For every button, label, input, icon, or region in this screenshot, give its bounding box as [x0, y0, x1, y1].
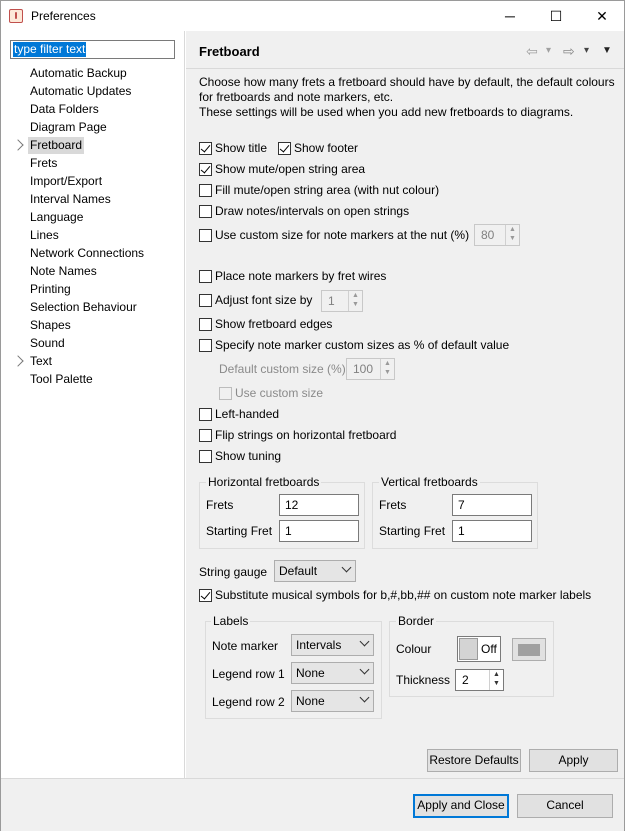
adjust-font-value: 1 — [328, 294, 335, 308]
show-footer-label: Show footer — [294, 141, 359, 155]
restore-defaults-button[interactable]: Restore Defaults — [427, 749, 521, 772]
sidebar-item-automatic-backup[interactable]: Automatic Backup — [30, 66, 127, 80]
sidebar-item-sound[interactable]: Sound — [30, 336, 65, 350]
show-footer-checkbox[interactable] — [278, 142, 291, 155]
substitute-symbols-label: Substitute musical symbols for b,#,bb,## on custom note marker labels — [215, 588, 592, 602]
description-line-3: These settings will be used when you add new fretboards to diagrams. — [199, 105, 574, 119]
draw-notes-label: Draw notes/intervals on open strings — [215, 204, 410, 218]
sidebar-item-lines[interactable]: Lines — [30, 228, 59, 242]
labels-group-title: Labels — [213, 614, 249, 628]
border-thickness-label: Thickness — [396, 673, 451, 687]
default-custom-size-label: Default custom size (%) — [219, 362, 346, 376]
default-custom-size-spinner[interactable] — [346, 358, 395, 380]
legend-row-1-value: None — [296, 666, 325, 680]
horizontal-frets-label: Frets — [206, 498, 234, 512]
sidebar-item-data-folders[interactable]: Data Folders — [30, 102, 99, 116]
forward-arrow-icon[interactable]: ⇨ — [563, 43, 575, 59]
show-mute-checkbox[interactable] — [199, 163, 212, 176]
sidebar-item-fretboard[interactable]: Fretboard — [30, 138, 83, 152]
substitute-symbols-checkbox[interactable] — [199, 589, 212, 602]
preference-page — [186, 31, 624, 778]
expand-fretboard-icon[interactable] — [12, 139, 23, 150]
toggle-knob — [459, 638, 478, 660]
horizontal-fretboards-title: Horizontal fretboards — [208, 475, 320, 489]
legend-row-2-select[interactable] — [291, 690, 374, 712]
border-toggle-state: Off — [481, 642, 497, 656]
string-gauge-label: String gauge — [199, 565, 268, 579]
custom-size-nut-value: 80 — [481, 228, 495, 242]
spinner-arrows-icon[interactable] — [505, 225, 519, 245]
view-menu-icon[interactable]: ▼ — [602, 45, 612, 56]
chevron-down-icon — [360, 665, 370, 675]
description-line-2: for fretboards and note markers, etc. — [199, 90, 394, 104]
custom-size-nut-checkbox[interactable] — [199, 229, 212, 242]
vertical-frets-input[interactable]: 7 — [452, 494, 532, 516]
horizontal-start-input[interactable]: 1 — [279, 520, 359, 542]
page-header — [186, 31, 624, 69]
left-handed-checkbox[interactable] — [199, 408, 212, 421]
border-group-title: Border — [398, 614, 435, 628]
sidebar-item-automatic-updates[interactable]: Automatic Updates — [30, 84, 132, 98]
show-title-label: Show title — [215, 141, 268, 155]
sidebar-item-tool-palette[interactable]: Tool Palette — [30, 372, 93, 386]
minimize-button[interactable]: ─ — [505, 8, 515, 24]
sidebar-item-printing[interactable]: Printing — [30, 282, 71, 296]
specify-custom-label: Specify note marker custom sizes as % of default value — [215, 338, 510, 352]
use-custom-size-label: Use custom size — [235, 386, 324, 400]
fill-mute-checkbox[interactable] — [199, 184, 212, 197]
spinner-down-icon[interactable]: ▼ — [384, 369, 391, 376]
sidebar-item-selection-behaviour[interactable]: Selection Behaviour — [30, 300, 137, 314]
legend-row-2-value: None — [296, 694, 325, 708]
window-title: Preferences — [31, 9, 96, 23]
fill-mute-label: Fill mute/open string area (with nut colour) — [215, 183, 440, 197]
spinner-up-icon[interactable]: ▲ — [509, 226, 516, 233]
sidebar-item-shapes[interactable]: Shapes — [30, 318, 71, 332]
show-tuning-checkbox[interactable] — [199, 450, 212, 463]
dialog-footer — [1, 778, 624, 831]
apply-and-close-button[interactable]: Apply and Close — [413, 794, 509, 818]
border-colour-toggle[interactable] — [457, 636, 501, 662]
show-mute-label: Show mute/open string area — [215, 162, 366, 176]
close-button[interactable]: ✕ — [596, 7, 608, 24]
note-marker-value: Intervals — [296, 638, 342, 652]
sidebar-item-frets[interactable]: Frets — [30, 156, 58, 170]
spinner-arrows-icon[interactable] — [348, 291, 362, 311]
chevron-down-icon — [342, 563, 352, 573]
cancel-button[interactable]: Cancel — [517, 794, 613, 818]
string-gauge-value: Default — [279, 564, 318, 578]
spinner-up-icon[interactable]: ▲ — [493, 671, 500, 678]
flip-strings-label: Flip strings on horizontal fretboard — [215, 428, 397, 442]
forward-dropdown-icon[interactable]: ▾ — [584, 45, 590, 56]
note-marker-label: Note marker — [212, 639, 279, 653]
custom-size-nut-label: Use custom size for note markers at the nut (%) — [215, 228, 470, 242]
border-colour-label: Colour — [396, 642, 432, 656]
sidebar-item-network-connections[interactable]: Network Connections — [30, 246, 145, 260]
border-colour-swatch-button[interactable] — [512, 638, 546, 661]
back-arrow-icon[interactable]: ⇦ — [526, 43, 538, 59]
title-bar — [1, 1, 624, 31]
sidebar-item-text[interactable]: Text — [30, 354, 53, 368]
spinner-up-icon[interactable]: ▲ — [352, 292, 359, 299]
expand-text-icon[interactable] — [12, 355, 23, 366]
page-title: Fretboard — [199, 44, 260, 59]
sidebar-item-import-export[interactable]: Import/Export — [30, 174, 103, 188]
horizontal-frets-input[interactable]: 12 — [279, 494, 359, 516]
sidebar-item-interval-names[interactable]: Interval Names — [30, 192, 111, 206]
filter-placeholder: type filter text — [14, 42, 86, 56]
default-custom-size-value: 100 — [353, 362, 374, 376]
sidebar-item-note-names[interactable]: Note Names — [30, 264, 97, 278]
use-custom-size-checkbox[interactable] — [219, 387, 232, 400]
spinner-arrows-icon[interactable] — [489, 670, 503, 690]
filter-input[interactable] — [10, 40, 175, 59]
horizontal-start-label: Starting Fret — [206, 524, 273, 538]
description-line-1: Choose how many frets a fretboard should have by default, the default colours — [199, 75, 615, 89]
chevron-down-icon — [360, 637, 370, 647]
vertical-start-input[interactable]: 1 — [452, 520, 532, 542]
flip-strings-checkbox[interactable] — [199, 429, 212, 442]
place-markers-checkbox[interactable] — [199, 270, 212, 283]
apply-button[interactable]: Apply — [529, 749, 618, 772]
show-tuning-label: Show tuning — [215, 449, 282, 463]
draw-notes-checkbox[interactable] — [199, 205, 212, 218]
sidebar-item-diagram-page[interactable]: Diagram Page — [30, 120, 107, 134]
app-icon — [9, 9, 23, 23]
legend-row-1-label: Legend row 1 — [212, 667, 285, 681]
note-marker-select[interactable] — [291, 634, 374, 656]
adjust-font-spinner[interactable] — [321, 290, 363, 312]
show-edges-label: Show fretboard edges — [215, 317, 333, 331]
spinner-down-icon[interactable]: ▼ — [493, 680, 500, 687]
chevron-down-icon — [360, 693, 370, 703]
string-gauge-select[interactable] — [274, 560, 356, 582]
vertical-start-label: Starting Fret — [379, 524, 446, 538]
specify-custom-checkbox[interactable] — [199, 339, 212, 352]
spinner-up-icon[interactable]: ▲ — [384, 360, 391, 367]
spinner-down-icon[interactable]: ▼ — [352, 301, 359, 308]
legend-row-1-select[interactable] — [291, 662, 374, 684]
spinner-down-icon[interactable]: ▼ — [509, 235, 516, 242]
sidebar — [1, 31, 185, 778]
place-markers-label: Place note markers by fret wires — [215, 269, 387, 283]
adjust-font-label: Adjust font size by — [215, 293, 313, 307]
sidebar-item-language[interactable]: Language — [30, 210, 84, 224]
border-thickness-value: 2 — [462, 673, 469, 687]
spinner-arrows-icon[interactable] — [380, 359, 394, 379]
left-handed-label: Left-handed — [215, 407, 280, 421]
maximize-button[interactable]: ☐ — [549, 7, 563, 24]
adjust-font-checkbox[interactable] — [199, 294, 212, 307]
back-dropdown-icon[interactable]: ▾ — [546, 45, 552, 56]
vertical-frets-label: Frets — [379, 498, 407, 512]
legend-row-2-label: Legend row 2 — [212, 695, 285, 709]
vertical-fretboards-title: Vertical fretboards — [381, 475, 478, 489]
show-title-checkbox[interactable] — [199, 142, 212, 155]
show-edges-checkbox[interactable] — [199, 318, 212, 331]
custom-size-nut-spinner[interactable] — [474, 224, 520, 246]
border-thickness-spinner[interactable] — [455, 669, 504, 691]
